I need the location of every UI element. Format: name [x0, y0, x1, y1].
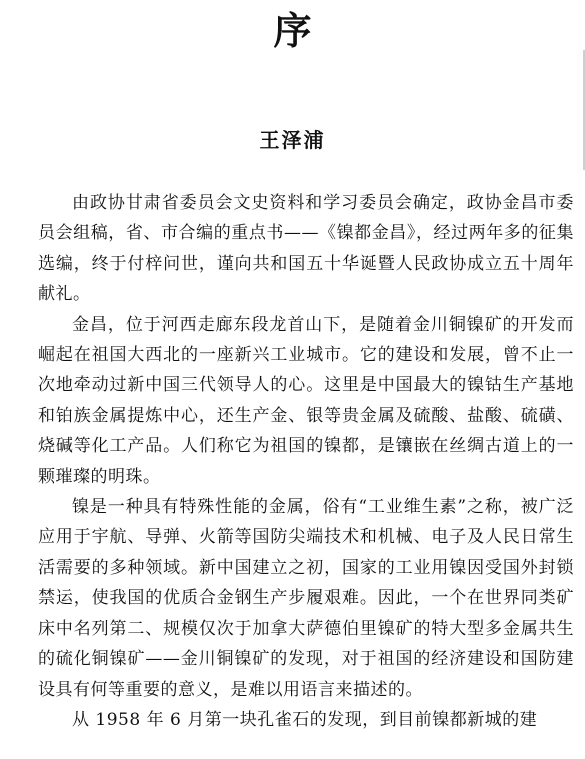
paragraph-1: 由政协甘肃省委员会文史资料和学习委员会确定，政协金昌市委员会组稿，省、市合编的重点书——《镍都金昌》，经过两年多的征集选编，终于付梓问世，谨向共和国五十华诞暨人民政协成立五十周年献礼。 — [38, 193, 574, 305]
paragraph-2: 金昌，位于河西走廊东段龙首山下，是随着金川铜镍矿的开发而崛起在祖国大西北的一座新兴工业城市。它的建设和发展，曾不止一次地牵动过新中国三代领导人的心。这里是中国最大的镍钴生产基地和铂族金属提炼中心，还生产金、银等贵金属及硫酸、盐酸、硫磺、烧碱等化工产品。人们称它为祖国的镍都，是镶嵌在丝绸古道上的一颗璀璨的明珠。 — [38, 314, 574, 487]
author-name: 王泽浦 — [259, 128, 326, 152]
paragraph-3: 镍是一种具有特殊性能的金属，俗有“工业维生素”之称，被广泛应用于宇航、导弹、火箭等国防尖端技术和机械、电子及人民日常生活需要的多种领域。新中国建立之初，国家的工业用镍因受国外封锁禁运，使我国的优质合金钢生产步履艰难。因此，一个在世界同类矿床中名列第二、规模仅次于加拿大萨德伯里镍矿的特大型多金属共生的硫化铜镍矿——金川铜镍矿的发现，对于祖国的经济建设和国防建设具有何等重要的意义，是难以用语言来描述的。 — [38, 497, 574, 700]
body-text — [38, 188, 574, 735]
page-title: 序 — [273, 8, 312, 53]
paragraph-4: 从 1958 年 6 月第一块孔雀石的发现，到目前镍都新城的建 — [72, 709, 538, 730]
